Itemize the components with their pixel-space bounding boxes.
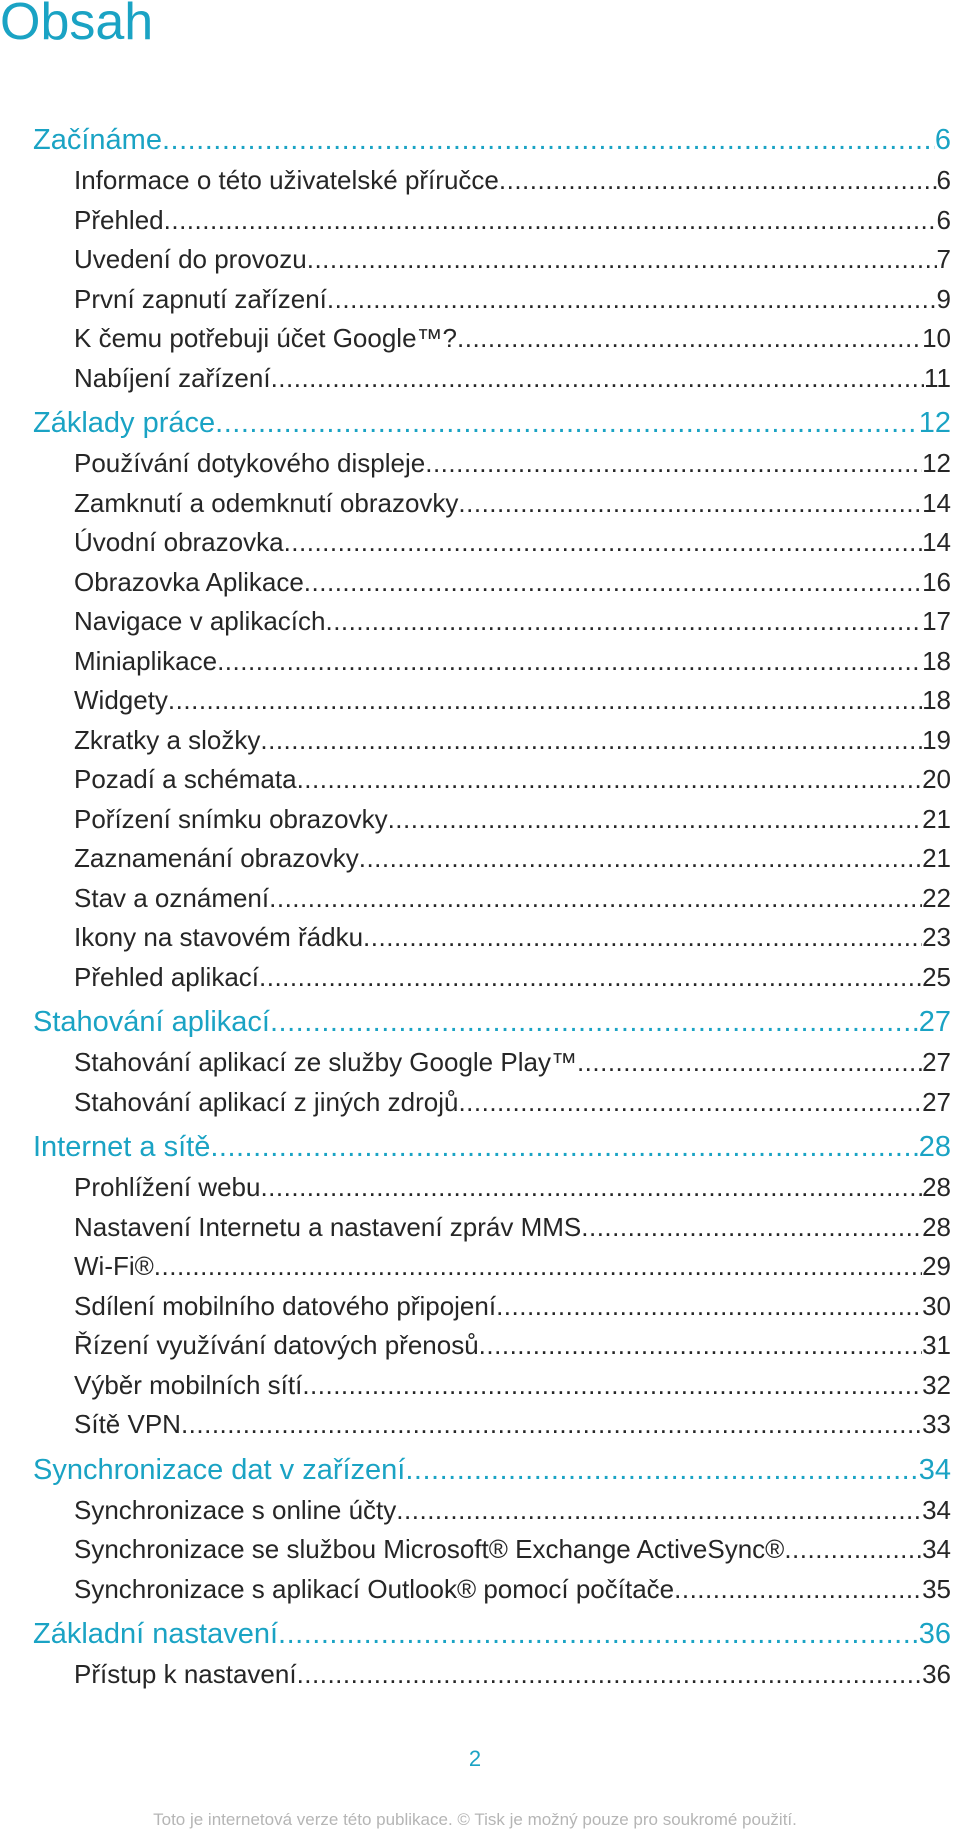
toc-dot-leader (302, 1366, 922, 1406)
toc-entry-page: 21 (922, 803, 951, 834)
toc-entry-title: Stahování aplikací z jiných zdrojů (74, 1086, 459, 1117)
toc-section-entry[interactable] (33, 800, 951, 840)
toc-entry-title: Přehled aplikací (74, 961, 259, 992)
toc-entry-title: Nabíjení zařízení (74, 362, 271, 393)
toc-section-entry[interactable] (33, 319, 951, 359)
toc-entry-title: Zaznamenání obrazovky (74, 843, 359, 873)
toc-entry-title: Přehled (74, 204, 164, 235)
toc-dot-leader (784, 1530, 922, 1570)
toc-dot-leader (215, 402, 919, 444)
toc-entry-page: 19 (922, 724, 951, 755)
toc-dot-leader (278, 1613, 919, 1655)
toc-section-entry[interactable] (33, 240, 951, 280)
toc-entry-title: Zkratky a složky (74, 724, 261, 755)
toc-entry-page: 22 (922, 882, 951, 913)
toc-section-entry[interactable] (33, 1570, 951, 1610)
toc-entry-title: Používání dotykového displeje (74, 448, 426, 478)
toc-entry-title: Sdílení mobilního datového připojení (74, 1290, 497, 1321)
toc-entry-page: 29 (922, 1251, 951, 1281)
toc-section-entry[interactable] (33, 1405, 951, 1445)
toc-section-entry[interactable] (33, 918, 951, 958)
toc-entry-page: 23 (922, 922, 951, 952)
toc-dot-leader (674, 1570, 922, 1610)
toc-entry-page: 9 (936, 283, 951, 314)
toc-entry-title: Základní nastavení (33, 1618, 279, 1650)
toc-entry-title: Prohlížení webu (74, 1172, 261, 1202)
toc-section-entry[interactable] (33, 1208, 951, 1248)
toc-section-entry[interactable] (33, 839, 951, 879)
toc-section-entry[interactable] (33, 642, 951, 682)
toc-entry-title: Miniaplikace (74, 645, 218, 676)
toc-dot-leader (458, 1083, 922, 1123)
toc-dot-leader (496, 1287, 922, 1327)
toc-entry-title: Informace o této uživatelské příručce (74, 165, 499, 195)
toc-dot-leader (307, 240, 937, 280)
toc-entry-page: 31 (922, 1330, 951, 1360)
toc-dot-leader (217, 642, 922, 682)
toc-section-entry[interactable] (33, 1366, 951, 1406)
toc-dot-leader (325, 602, 922, 642)
page-number: 2 (468, 1746, 482, 1771)
toc-dot-leader (304, 563, 922, 603)
toc-dot-leader (270, 1001, 919, 1043)
toc-entry-title: Synchronizace dat v zařízení (33, 1453, 406, 1486)
toc-dot-leader (388, 800, 923, 840)
toc-entry-title: Zamknutí a odemknutí obrazovky (74, 487, 459, 518)
toc-entry-title: Úvodní obrazovka (74, 527, 284, 557)
toc-entry-page: 32 (922, 1369, 951, 1400)
toc-dot-leader (327, 280, 937, 320)
toc-section-entry[interactable] (33, 523, 951, 563)
toc-entry-page: 36 (922, 1659, 951, 1689)
toc-entry-page: 14 (922, 527, 951, 557)
toc-section-entry[interactable] (33, 760, 951, 800)
toc-entry-title: Řízení využívání datových přenosů (74, 1330, 479, 1360)
toc-section-entry[interactable] (33, 721, 951, 761)
toc-entry-title: Synchronizace se službou Microsoft® Exchange ActiveSync® (74, 1534, 785, 1564)
toc-entry-page: 10 (922, 323, 951, 353)
toc-entry-page: 33 (922, 1409, 951, 1439)
toc-entry-title: Ikony na stavovém řádku (74, 922, 364, 952)
toc-entry-title: Výběr mobilních sítí (74, 1369, 303, 1400)
toc-entry-page: 27 (922, 1086, 951, 1117)
toc-entry-title: Widgety (74, 685, 168, 715)
table-of-contents (33, 119, 951, 1695)
toc-dot-leader (581, 1208, 922, 1248)
toc-dot-leader (405, 1449, 918, 1491)
footer-note: Toto je internetová verze této publikace. © Tisk je možný pouze pro soukromé použití. (153, 1810, 797, 1829)
toc-entry-page: 28 (922, 1211, 951, 1242)
toc-dot-leader (162, 119, 935, 161)
toc-dot-leader (499, 161, 937, 201)
toc-dot-leader (260, 1168, 922, 1208)
toc-dot-leader (269, 879, 922, 919)
toc-dot-leader (181, 1405, 922, 1445)
toc-entry-title: Stahování aplikací (33, 1006, 270, 1038)
toc-section-entry[interactable] (33, 1326, 951, 1366)
toc-entry-page: 18 (922, 685, 951, 715)
toc-entry-page: 21 (922, 843, 951, 873)
toc-chapter-entry[interactable] (33, 1126, 951, 1168)
toc-dot-leader (363, 918, 922, 958)
toc-dot-leader (297, 1655, 923, 1695)
toc-section-entry[interactable] (33, 563, 951, 603)
toc-section-entry[interactable] (33, 1655, 951, 1695)
toc-entry-page: 7 (936, 244, 951, 274)
toc-entry-page: 27 (918, 1006, 951, 1038)
toc-section-entry[interactable] (33, 1287, 951, 1327)
toc-entry-title: Synchronizace s online účty (74, 1494, 397, 1525)
toc-entry-title: Synchronizace s aplikací Outlook® pomocí počítače (74, 1573, 675, 1604)
toc-dot-leader (359, 839, 922, 879)
toc-entry-title: Uvedení do provozu (74, 244, 307, 274)
toc-entry-page: 36 (918, 1618, 951, 1650)
toc-entry-title: Internet a sítě (33, 1131, 211, 1163)
toc-entry-page: 27 (922, 1047, 951, 1077)
toc-entry-page: 6 (936, 165, 951, 195)
toc-entry-page: 28 (922, 1172, 951, 1202)
toc-chapter-entry[interactable] (33, 1613, 951, 1655)
toc-entry-page: 16 (922, 566, 951, 597)
toc-section-entry[interactable] (33, 1043, 951, 1083)
toc-dot-leader (458, 484, 922, 524)
toc-entry-page: 12 (918, 407, 951, 439)
toc-dot-leader (164, 201, 937, 241)
toc-section-entry[interactable] (33, 161, 951, 201)
toc-entry-title: Začínáme (33, 124, 162, 156)
toc-dot-leader (396, 1491, 922, 1531)
toc-section-entry[interactable] (33, 359, 951, 399)
toc-dot-leader (577, 1043, 922, 1083)
toc-section-entry[interactable] (33, 1530, 951, 1570)
toc-dot-leader (479, 1326, 922, 1366)
toc-dot-leader (284, 523, 923, 563)
toc-chapter-entry[interactable] (33, 119, 951, 161)
toc-entry-page: 18 (922, 645, 951, 676)
toc-entry-title: Nastavení Internetu a nastavení zpráv MMS (74, 1211, 582, 1242)
toc-chapter-entry[interactable] (33, 1449, 951, 1491)
toc-entry-title: První zapnutí zařízení (74, 283, 327, 314)
toc-section-entry[interactable] (33, 1491, 951, 1531)
toc-entry-title: Sítě VPN (74, 1409, 181, 1439)
toc-chapter-entry[interactable] (33, 402, 951, 444)
toc-entry-page: 34 (922, 1494, 951, 1525)
toc-section-entry[interactable] (33, 602, 951, 642)
toc-entry-page: 28 (918, 1131, 951, 1163)
toc-section-entry[interactable] (33, 958, 951, 998)
toc-section-entry[interactable] (33, 681, 951, 721)
toc-section-entry[interactable] (33, 1247, 951, 1287)
toc-entry-page: 20 (922, 764, 951, 794)
toc-entry-page: 25 (922, 961, 951, 992)
toc-entry-title: Navigace v aplikacích (74, 606, 326, 636)
toc-dot-leader (425, 444, 922, 484)
toc-entry-page: 11 (924, 362, 951, 393)
toc-dot-leader (297, 760, 923, 800)
toc-entry-title: Stav a oznámení (74, 882, 270, 913)
toc-entry-title: Stahování aplikací ze služby Google Play™ (74, 1047, 577, 1077)
toc-dot-leader (271, 359, 924, 399)
toc-dot-leader (154, 1247, 922, 1287)
toc-section-entry[interactable] (33, 280, 951, 320)
toc-dot-leader (260, 721, 922, 761)
toc-entry-title: Přístup k nastavení (74, 1659, 297, 1689)
toc-dot-leader (259, 958, 922, 998)
toc-section-entry[interactable] (33, 1168, 951, 1208)
toc-entry-title: Obrazovka Aplikace (74, 566, 304, 597)
toc-entry-title: Wi-Fi® (74, 1251, 154, 1281)
toc-entry-page: 34 (922, 1534, 951, 1564)
toc-entry-page: 34 (918, 1453, 951, 1486)
toc-entry-page: 30 (922, 1290, 951, 1321)
toc-entry-page: 35 (922, 1573, 951, 1604)
toc-section-entry[interactable] (33, 484, 951, 524)
toc-dot-leader (457, 319, 922, 359)
toc-section-entry[interactable] (33, 201, 951, 241)
toc-entry-page: 6 (936, 204, 951, 235)
toc-section-entry[interactable] (33, 444, 951, 484)
toc-entry-title: K čemu potřebuji účet Google™? (74, 323, 457, 353)
toc-entry-page: 12 (922, 448, 951, 478)
toc-section-entry[interactable] (33, 1083, 951, 1123)
toc-dot-leader (168, 681, 922, 721)
toc-entry-page: 17 (922, 606, 951, 636)
toc-entry-title: Pozadí a schémata (74, 764, 297, 794)
toc-entry-title: Pořízení snímku obrazovky (74, 803, 388, 834)
toc-section-entry[interactable] (33, 879, 951, 919)
toc-entry-page: 14 (922, 487, 951, 518)
toc-entry-page: 6 (934, 124, 951, 156)
toc-entry-title: Základy práce (33, 407, 216, 439)
toc-dot-leader (210, 1126, 918, 1168)
page-title: Obsah (0, 0, 154, 51)
toc-chapter-entry[interactable] (33, 1001, 951, 1043)
